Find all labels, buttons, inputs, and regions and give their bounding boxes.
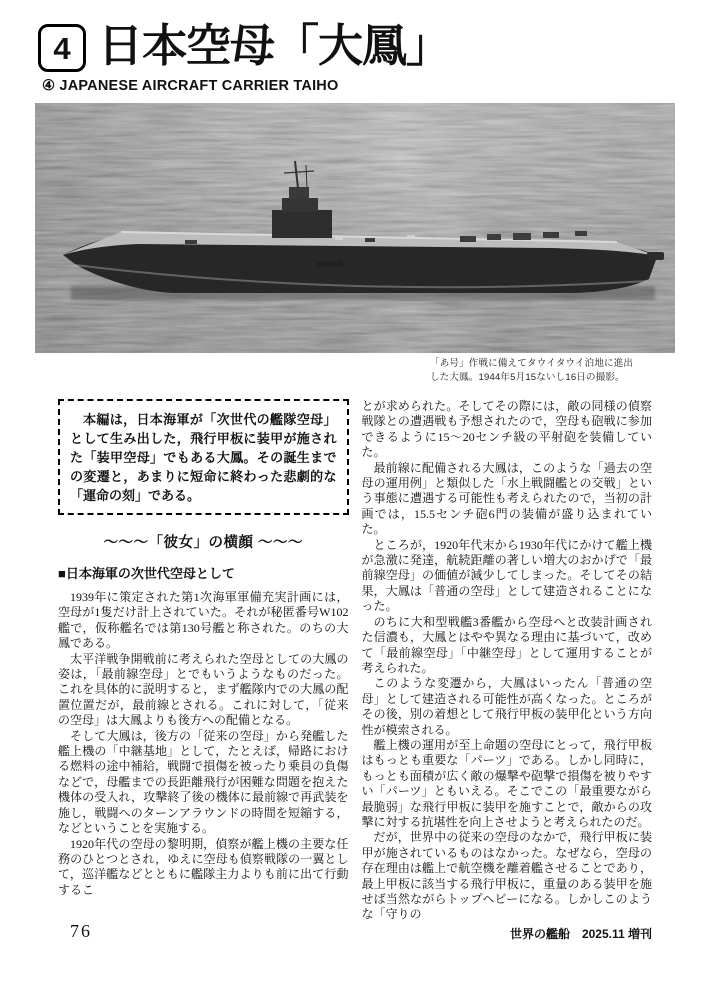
title-row <box>38 20 708 72</box>
paragraph: そして大鳳は，後方の「従来の空母」から発艦した艦上機の「中継基地」として，たとえば，帰路における燃料の途中補給，戦闘で損傷を被ったり乗員の負傷などで，母艦までの長距離飛行が困難な問題を抱えた機体の受入れ，攻撃終了後の機体に最前線で再武装を施し，戦闘へのターンアラウンドの時間を短縮する，などということを実施する。 <box>58 728 349 836</box>
paragraph: とが求められた。そしてその際には，敵の同様の偵察戦隊との遭遇戦も予想されたので，空母も砲戦に参加できるように15～20センチ級の平射砲を装備していた。 <box>361 399 652 460</box>
page-header <box>0 0 708 94</box>
right-column-text <box>362 399 653 923</box>
paragraph: 太平洋戦争開戦前に考えられた空母としての大鳳の姿は，「最前線空母」とでもいうようなものだった。これを具体的に説明すると，まず艦隊内での大鳳の配置位置だが，最前線とされる。これに対して，「従来の空母」は大鳳よりも後方への配備となる。 <box>58 651 349 728</box>
page-number: 76 <box>70 921 92 941</box>
publication-name: 世界の艦船 2025.11 増刊 <box>509 927 652 941</box>
paragraph: このような変遷から，大鳳はいったん「普通の空母」として建造される可能性が高くなった。ところがその後，別の着想として飛行甲板の装甲化という方向性が模索される。 <box>361 676 652 737</box>
page-title: 日本空母「大鳳」 <box>98 20 451 72</box>
chapter-number-badge: 4 <box>38 24 86 72</box>
left-column-text <box>58 590 349 898</box>
section-heading: ■日本海軍の次世代空母として <box>58 566 235 581</box>
left-column <box>58 399 349 923</box>
page-footer <box>58 921 652 942</box>
photo-caption-line1: 「あ号」作戦に備えてタウイタウイ泊地に進出 <box>430 358 634 369</box>
photo-block <box>35 103 675 385</box>
page-subtitle-english: ④ JAPANESE AIRCRAFT CARRIER TAIHO <box>42 78 339 94</box>
photo-caption <box>430 357 675 385</box>
paragraph: 最前線に配備される大鳳は，このような「過去の空母の運用例」と類似した「水上戦闘艦との交戦」という事態に遭遇する可能性も考えられたので，当初の計画では，15.5センチ砲6門の装備が盛り込まれていた。 <box>361 460 652 537</box>
paragraph: のちに大和型戦艦3番艦から空母へと改装計画された信濃も，大鳳とはやや異なる理由に基づいて，改めて「最前線空母」「中継空母」として運用することが考えられた。 <box>361 614 652 675</box>
paragraph: 1939年に策定された第1次海軍軍備充実計画には，空母が1隻だけ計上されていた。それが秘匿番号W102艦で，仮称艦名では第130号艦と称された。のちの大鳳である。 <box>58 590 349 651</box>
wavy-section-heading: ～～～「彼女」の横顔 ～～～ <box>103 535 304 551</box>
paragraph: 1920年代の空母の黎明期，偵察が艦上機の主要な任務のひとつとされ，ゆえに空母も偵察戦隊の一翼として，巡洋艦などとともに艦隊主力よりも前に出て行動するこ <box>58 836 349 897</box>
paragraph: ところが，1920年代末から1930年代にかけて艦上機が急激に発達，航続距離の著しい増大のおかげで「最前線空母」の価値が減少してしまった。そしてその結果，大鳳は「普通の空母」として建造されることになった。 <box>361 537 652 614</box>
article-body <box>0 385 708 923</box>
carrier-photo <box>35 103 675 353</box>
intro-text: 本編は，日本海軍が「次世代の艦隊空母」として生み出した，飛行甲板に装甲が施された「装甲空母」でもある大鳳。その誕生までの変遷と，あまりに短命に終わった悲劇的な「運命の刻」である。 <box>70 412 337 503</box>
intro-box <box>58 399 349 515</box>
paragraph: だが，世界中の従来の空母のなかで，飛行甲板に装甲が施されているものはなかった。なぜなら，空母の存在理由は艦上で航空機を離着艦させることであり，最上甲板に該当する飛行甲板に，重量のある装甲を施せば当然ながらトップヘビーになる。しかしこのような「守りの <box>361 830 652 922</box>
paragraph: 艦上機の運用が至上命題の空母にとって，飛行甲板はもっとも重要な「パーツ」である。しかし同時に，もっとも面積が広く敵の爆撃や砲撃で損傷を被りやすい「パーツ」ともいえる。そこでこの「最重要ながら最脆弱」な飛行甲板に装甲を施すことで，敵からの攻撃に対する抗堪性を向上させようと考えられたのだ。 <box>361 737 652 829</box>
right-column <box>362 399 653 923</box>
photo-caption-line2: した大鳳。1944年5月15ないし16日の撮影。 <box>430 372 625 383</box>
